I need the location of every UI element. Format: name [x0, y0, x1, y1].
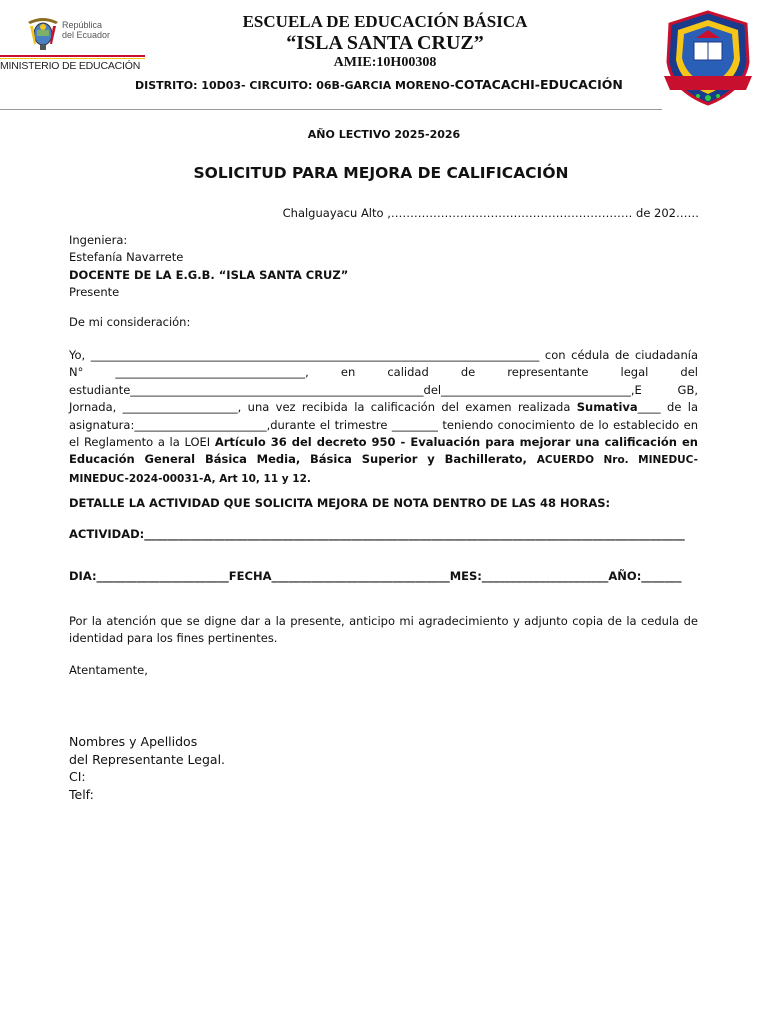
recipient-position: DOCENTE DE LA E.G.B. “ISLA SANTA CRUZ” [69, 267, 349, 282]
signature-role: del Representante Legal. [69, 751, 226, 767]
amie-code: AMIE:10H00308 [333, 55, 437, 70]
district-line [135, 77, 623, 92]
district-city: COTACACHI-EDUCACIÓN [454, 77, 623, 92]
date-fields: DIA:_______________________FECHA_______________________________MES:______________________AÑO:_______ [69, 569, 682, 583]
school-shield-logo-icon [660, 10, 756, 106]
recipient-block [69, 232, 698, 302]
request-text-a: Yo, ______________________________________________________________________________ con cédula de ciudadanía N° _________________________________, en calidad de representante legal del estudiante___________________________________________________del_________________________________,E GB, Jornada, ____________________, una vez recibida la calificación del examen realizada [69, 348, 698, 415]
signature-ci: CI: [69, 769, 86, 784]
ministry-yellow-line [0, 58, 145, 59]
letterhead [0, 0, 768, 115]
school-year: AÑO LECTIVO 2025-2026 [307, 128, 461, 141]
republica-label: República [62, 20, 103, 30]
closing-paragraph: Por la atención que se digne dar a la presente, anticipo mi agradecimiento y adjunto copia de la cedula de identidad para los fines pertinentes. [69, 614, 698, 646]
request-text-c: ____ de la asignatura:_______________________,durante el trimestre ________ teniendo conocimiento de lo establecido en el Reglamento a la LOEI [69, 400, 698, 450]
request-agreement: ACUERDO Nro. MINEDUC-MINEDUC-2024-00031-A, Art 10, 11 y 12. [69, 454, 698, 485]
salutation: De mi consideración: [69, 315, 191, 329]
ministry-red-line [0, 55, 145, 57]
recipient-title: Ingeniera: [69, 233, 128, 247]
activity-instruction: DETALLE LA ACTIVIDAD QUE SOLICITA MEJORA DE NOTA DENTRO DE LAS 48 HORAS: [69, 496, 611, 510]
school-name: “ISLA SANTA CRUZ” [286, 32, 484, 54]
signature-phone: Telf: [69, 786, 94, 802]
school-type: ESCUELA DE EDUCACIÓN BÁSICA [242, 12, 528, 31]
closing-salutation: Atentamente, [69, 663, 148, 677]
document-title: SOLICITUD PARA MEJORA DE CALIFICACIÓN [193, 164, 569, 182]
ministry-label: MINISTERIO DE EDUCACIÓN [0, 60, 141, 72]
ministry-logo [0, 12, 145, 74]
signature-block [69, 733, 698, 803]
recipient-name: Estefanía Navarrete [69, 250, 184, 265]
ecuador-label: del Ecuador [62, 30, 111, 40]
request-article: Artículo 36 del decreto 950 - Evaluación para mejorar una calificación en Educación General Básica Media, Básica Superior y Bachillerato, [69, 435, 698, 467]
signature-names: Nombres y Apellidos [69, 734, 198, 749]
ecuador-coat-of-arms-icon [26, 14, 60, 52]
request-sumativa: Sumativa [576, 400, 638, 415]
activity-field: ACTIVIDAD:______________________________________________________________________________________________ [69, 527, 685, 541]
header-divider [0, 109, 662, 110]
recipient-presente: Presente [69, 285, 120, 300]
place-date-line: Chalguayacu Alto ,……………………………………………………… de 202…… [282, 206, 699, 220]
district-text: DISTRITO: 10D03- CIRCUITO: 06B-GARCIA MORENO- [135, 79, 455, 92]
request-paragraph [69, 347, 698, 488]
